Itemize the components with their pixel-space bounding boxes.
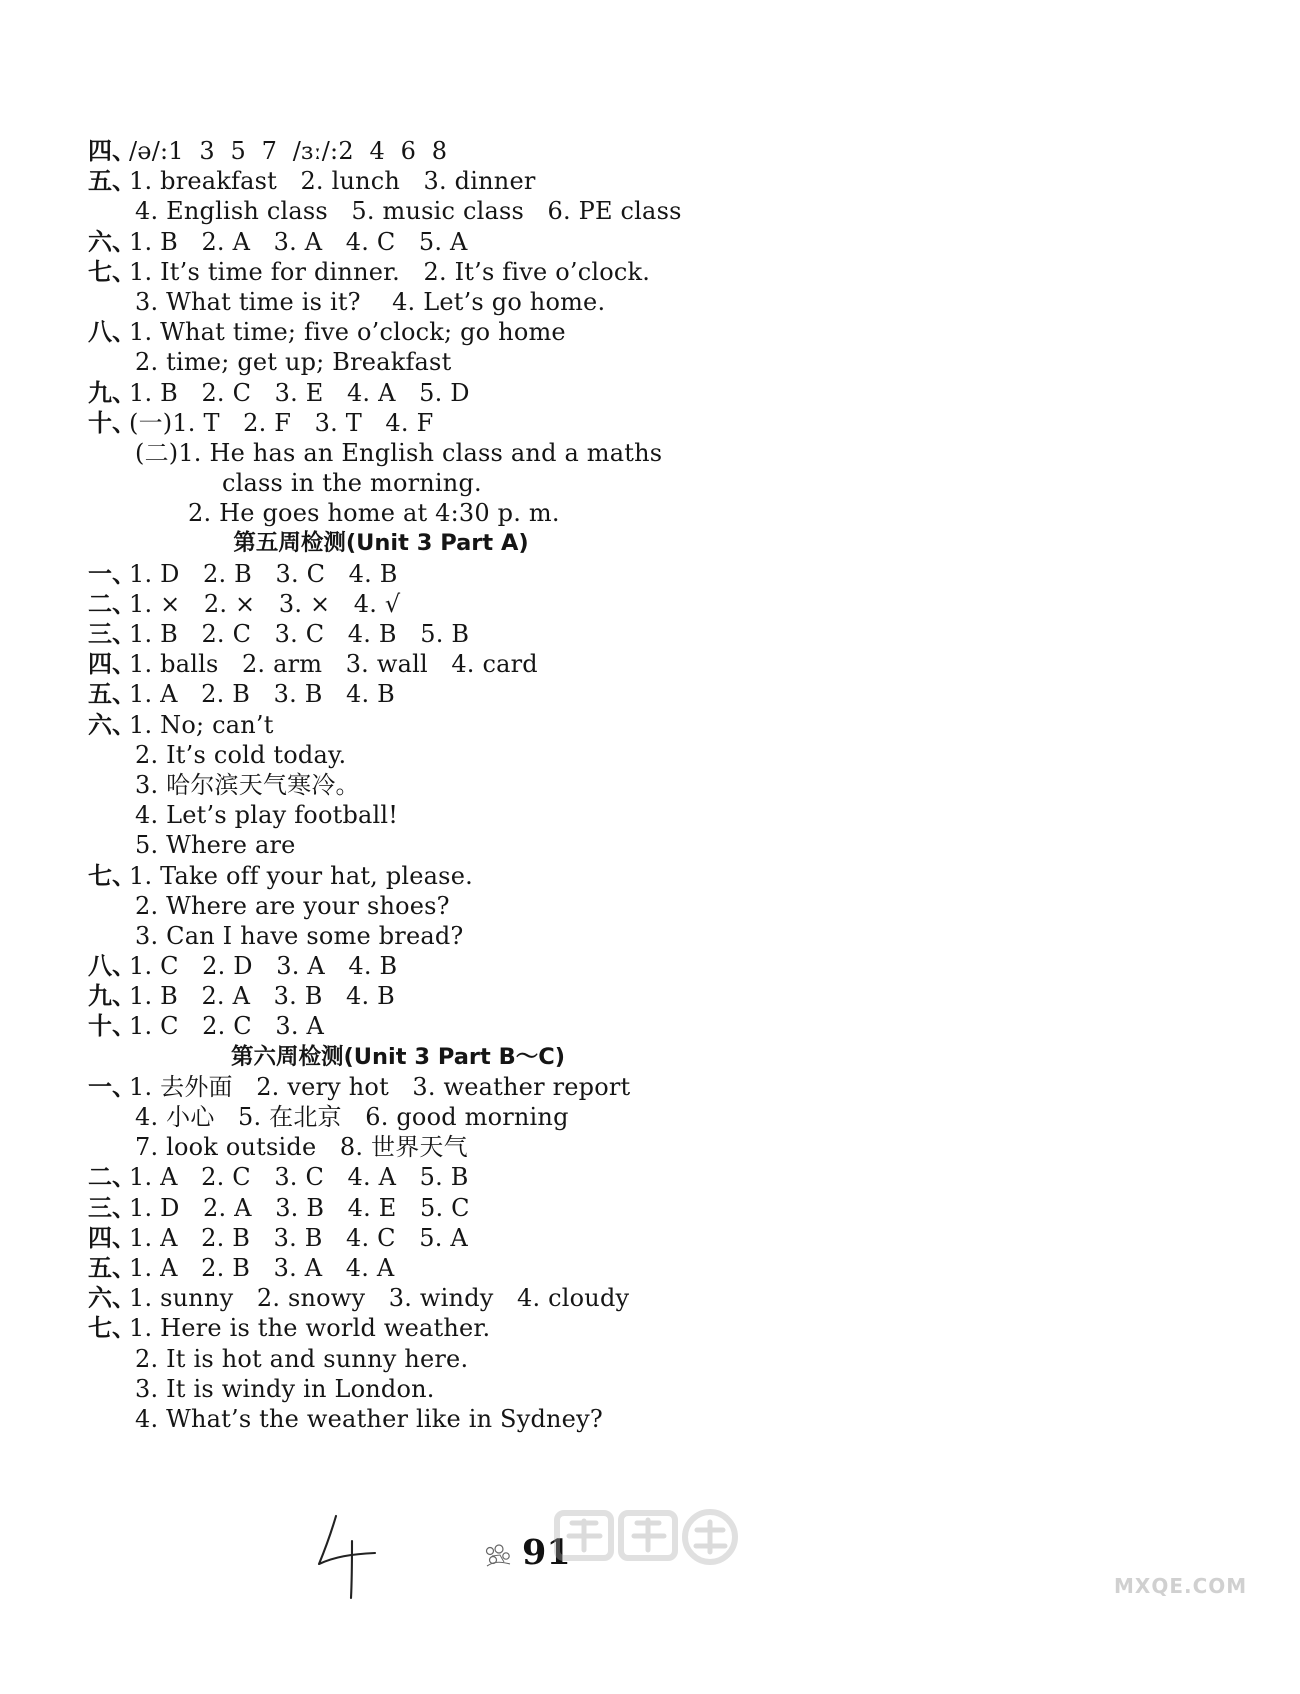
answer-line (0, 1313, 748, 1343)
answer-line (0, 257, 748, 287)
answer-text: 3. It is windy in London. (135, 1374, 435, 1403)
week-five-heading: 第五周检测(Unit 3 Part A) (233, 530, 529, 557)
answer-text: 1. Here is the world weather. (129, 1314, 491, 1343)
section-label: 九、 (88, 982, 136, 1011)
section-label: 二、 (88, 589, 136, 618)
answer-line (0, 468, 748, 498)
watermark-site: MXQE.COM (1114, 1574, 1248, 1598)
answer-line (0, 830, 748, 860)
section-label: 七、 (88, 257, 136, 286)
answer-line (0, 1283, 748, 1313)
answer-text: 1. D 2. A 3. B 4. E 5. C (129, 1193, 470, 1222)
answer-text: 1. A 2. C 3. C 4. A 5. B (129, 1163, 469, 1192)
answer-line (0, 1072, 748, 1102)
section-label: 一、 (88, 559, 136, 588)
answer-line (0, 227, 748, 257)
section-label: 十、 (88, 1012, 136, 1041)
answer-line (0, 710, 748, 740)
answer-line (0, 891, 748, 921)
section-label: 三、 (88, 1193, 136, 1222)
answer-line (0, 1404, 748, 1434)
answer-text: 1. B 2. A 3. B 4. B (129, 982, 396, 1011)
section-label: 一、 (88, 1072, 136, 1101)
answer-line (0, 1102, 748, 1132)
answer-text: 1. 去外面 2. very hot 3. weather report (129, 1072, 631, 1101)
answer-text: 5. Where are (135, 831, 296, 860)
answer-text: 1. What time; five o’clock; go home (129, 318, 566, 347)
answer-text: 3. 哈尔滨天气寒冷。 (135, 770, 360, 799)
section-label: 十、 (88, 408, 136, 437)
section-label: 六、 (88, 710, 136, 739)
answer-text: 1. A 2. B 3. B 4. C 5. A (129, 1223, 468, 1252)
page-footer (0, 1508, 1248, 1600)
answer-line (0, 378, 748, 408)
answer-text: 2. It is hot and sunny here. (135, 1344, 469, 1373)
answer-line (0, 166, 748, 196)
answer-line (0, 1223, 748, 1253)
section-label: 八、 (88, 318, 136, 347)
answer-line (0, 1132, 748, 1162)
answer-line (0, 1253, 748, 1283)
answer-text: 1. Take off your hat, please. (129, 861, 473, 890)
answer-line (0, 196, 748, 226)
answer-line (0, 287, 748, 317)
handwritten-mark (306, 1512, 396, 1600)
answer-line (0, 498, 748, 528)
answer-line (0, 740, 748, 770)
answer-line (0, 619, 748, 649)
answer-line (0, 861, 748, 891)
answer-text: 1. C 2. C 3. A (129, 1012, 325, 1041)
answer-list (0, 136, 748, 1434)
answer-line (0, 559, 748, 589)
answer-text: 1. B 2. C 3. E 4. A 5. D (129, 378, 470, 407)
answer-text: 1. No; can’t (129, 710, 274, 739)
answer-text: 3. Can I have some bread? (135, 921, 464, 950)
answer-line (0, 649, 748, 679)
answer-text: 4. Let’s play football! (135, 801, 399, 830)
answer-text: 2. time; get up; Breakfast (135, 348, 452, 377)
answer-text: 2. Where are your shoes? (135, 891, 450, 920)
answer-line (0, 1193, 748, 1223)
answer-text: 2. It’s cold today. (135, 740, 347, 769)
answer-text: /ə/:1 3 5 7 /ɜː/:2 4 6 8 (129, 137, 448, 165)
section-label: 五、 (88, 680, 136, 709)
answer-text: 1. A 2. B 3. B 4. B (129, 680, 396, 709)
answer-line (0, 136, 748, 166)
section-label: 六、 (88, 1284, 136, 1313)
answer-text: 1. B 2. C 3. C 4. B 5. B (129, 620, 470, 648)
answer-text: 3. What time is it? 4. Let’s go home. (135, 287, 606, 316)
section-label: 九、 (88, 378, 136, 407)
section-label: 四、 (88, 650, 136, 679)
answer-text: class in the morning. (222, 469, 482, 498)
answer-line (0, 589, 748, 619)
answer-text: 1. sunny 2. snowy 3. windy 4. cloudy (129, 1284, 630, 1313)
answer-line (0, 951, 748, 981)
answer-line (0, 1162, 748, 1192)
answer-text: 4. English class 5. music class 6. PE class (135, 197, 682, 226)
answer-text: 1. × 2. × 3. × 4. √ (129, 589, 401, 618)
flower-icon (482, 1543, 516, 1569)
section-label: 六、 (88, 227, 136, 256)
answer-line (0, 679, 748, 709)
section-label: 五、 (88, 1253, 136, 1282)
section-label: 二、 (88, 1163, 136, 1192)
answer-line (0, 981, 748, 1011)
section-label: 五、 (88, 167, 136, 196)
section-label: 三、 (88, 620, 136, 648)
section-label: 四、 (88, 1223, 136, 1252)
answer-text: 1. A 2. B 3. A 4. A (129, 1253, 395, 1282)
answer-line (0, 1374, 748, 1404)
section-label: 四、 (88, 137, 136, 165)
answer-text: 1. D 2. B 3. C 4. B (129, 559, 398, 588)
answer-text: 1. breakfast 2. lunch 3. dinner (129, 167, 536, 196)
week-six-heading: 第六周检测(Unit 3 Part B～C) (230, 1043, 566, 1070)
answer-text: 7. look outside 8. 世界天气 (135, 1133, 468, 1162)
answer-text: 2. He goes home at 4:30 p. m. (188, 499, 560, 528)
answer-line (0, 1344, 748, 1374)
section-label: 七、 (88, 1314, 136, 1343)
answer-line (0, 347, 748, 377)
answer-line (0, 770, 748, 800)
answer-text: 1. balls 2. arm 3. wall 4. card (129, 650, 538, 679)
answer-line (0, 408, 748, 438)
answer-text: 1. C 2. D 3. A 4. B (129, 952, 398, 981)
answer-text: (一)1. T 2. F 3. T 4. F (129, 408, 434, 437)
page-number: 91 (522, 1532, 571, 1573)
section-label: 八、 (88, 952, 136, 981)
answer-text: 4. 小心 5. 在北京 6. good morning (135, 1103, 569, 1131)
answer-line (0, 317, 748, 347)
watermark (554, 1508, 1248, 1600)
answer-line (0, 800, 748, 830)
answer-line (0, 438, 748, 468)
answer-line (0, 921, 748, 951)
section-label: 七、 (88, 861, 136, 890)
answer-text: 4. What’s the weather like in Sydney? (135, 1404, 603, 1433)
watermark-logo-icon (554, 1508, 748, 1578)
answer-text: 1. It’s time for dinner. 2. It’s five o’clock. (129, 257, 651, 286)
answer-text: 1. B 2. A 3. A 4. C 5. A (129, 227, 468, 256)
answer-text: (二)1. He has an English class and a maths (135, 438, 663, 467)
answer-line (0, 1011, 748, 1041)
